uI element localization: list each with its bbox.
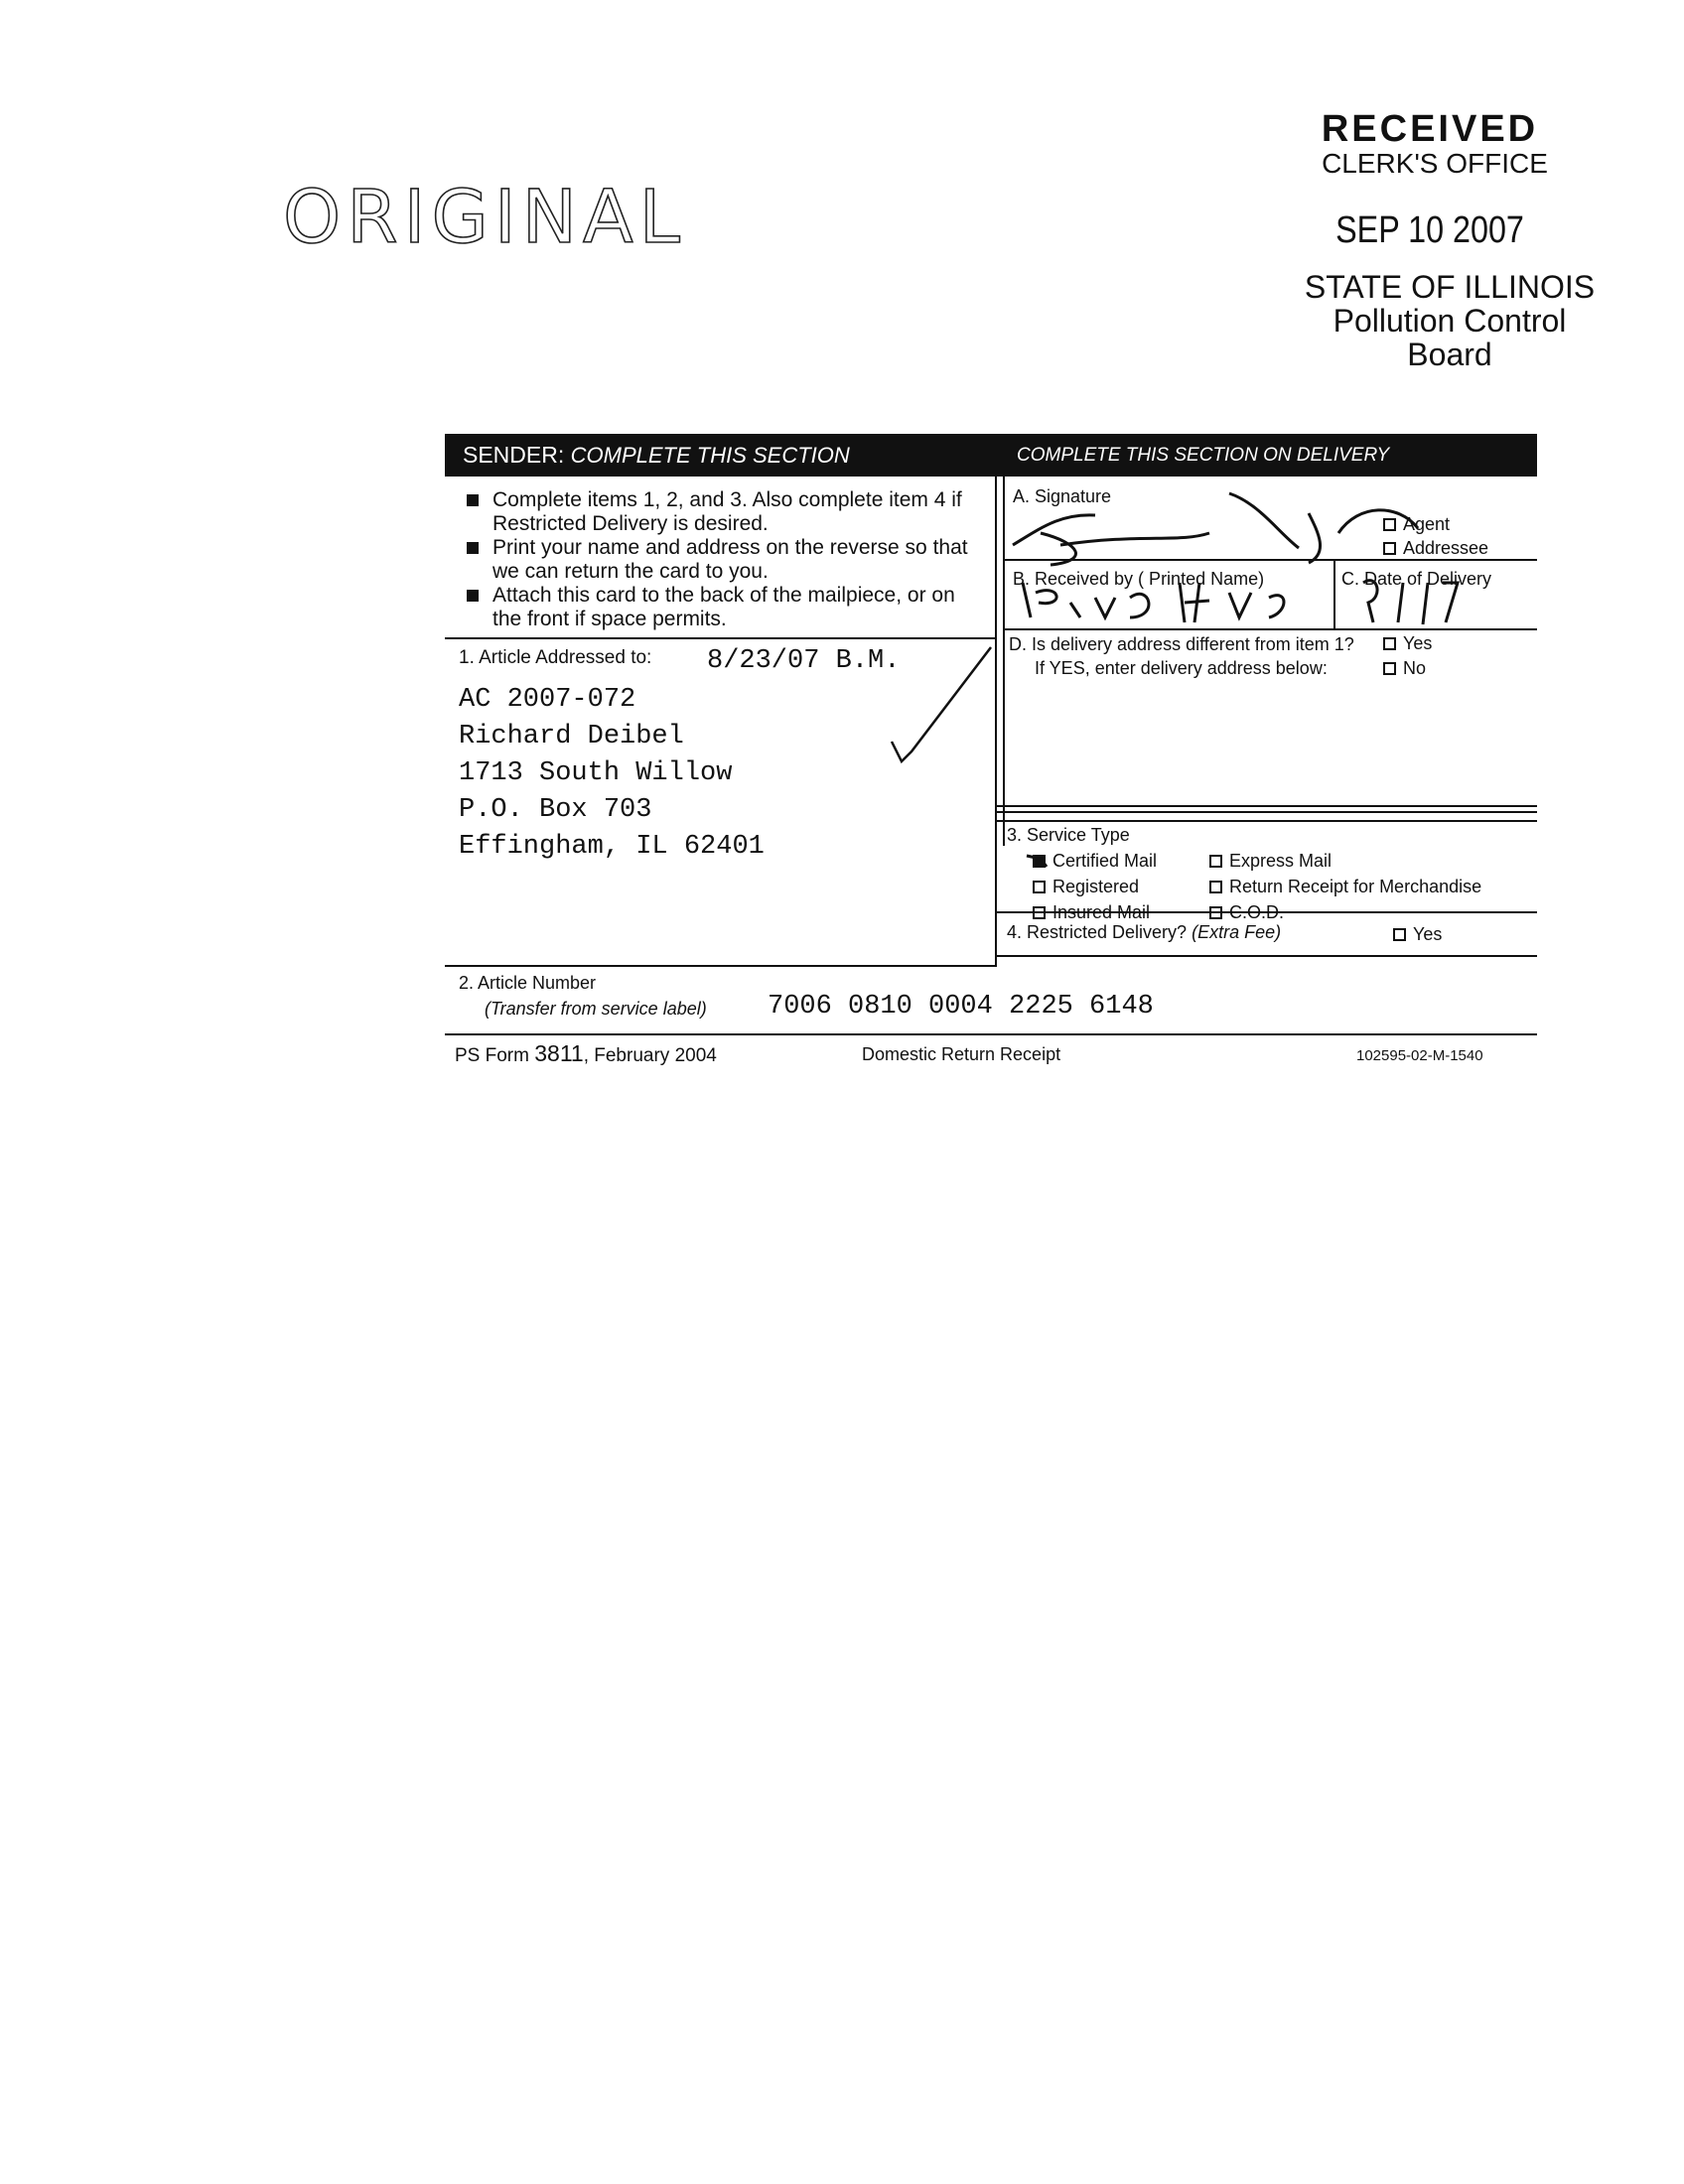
- agent-label: Agent: [1403, 514, 1451, 534]
- signature-label: A. Signature: [1013, 486, 1112, 506]
- article-addressed-label: 1. Article Addressed to:: [459, 647, 652, 668]
- address-line: Effingham, IL 62401: [459, 832, 765, 862]
- instruction-item: Attach this card to the back of the mailpiece, or on the front if space permits.: [463, 584, 979, 631]
- form-code: 102595-02-M-1540: [1356, 1047, 1483, 1064]
- signature-scribble: [1013, 493, 1418, 565]
- address-line: Richard Deibel: [459, 722, 684, 751]
- received-stamp-board: Pollution Control Board: [1333, 303, 1567, 372]
- received-stamp-title: RECEIVED: [1321, 108, 1539, 150]
- received-stamp-office: CLERK'S OFFICE: [1322, 148, 1548, 179]
- no-label: No: [1403, 658, 1427, 678]
- restricted-delivery-fee: (Extra Fee): [1192, 922, 1282, 942]
- restricted-yes-label: Yes: [1413, 924, 1443, 944]
- service-option-label: C.O.D.: [1229, 902, 1285, 922]
- article-number-label: 2. Article Number: [459, 973, 597, 993]
- checkmark: [892, 647, 991, 761]
- handwritten-date: 8/23/07 B.M.: [707, 646, 901, 676]
- handwriting: [445, 434, 1537, 1059]
- certified-check: [1027, 856, 1047, 867]
- received-by-label: B. Received by ( Printed Name): [1013, 569, 1265, 589]
- received-stamp-date: SEP 10 2007: [1335, 209, 1524, 251]
- service-type-label: 3. Service Type: [1007, 825, 1130, 845]
- sender-title-italic: COMPLETE THIS SECTION: [570, 443, 850, 468]
- date-of-delivery-label: C. Date of Delivery: [1341, 569, 1492, 589]
- article-number-value: 7006 0810 0004 2225 6148: [768, 992, 1154, 1022]
- yes-label: Yes: [1403, 633, 1433, 653]
- printed-name-scribble: [1023, 583, 1284, 622]
- original-stamp: ORIGINAL: [283, 175, 686, 260]
- service-option-label: Express Mail: [1229, 851, 1333, 871]
- service-option-label: Registered: [1052, 877, 1140, 896]
- service-option-label: Insured Mail: [1052, 902, 1151, 922]
- instruction-item: Print your name and address on the reverse so that we can return the card to you.: [463, 536, 979, 584]
- instruction-item: Complete items 1, 2, and 3. Also complete item 4 if Restricted Delivery is desired.: [463, 488, 979, 536]
- different-address-label: D. Is delivery address different from item 1?: [1009, 634, 1354, 654]
- delivery-section-header: COMPLETE THIS SECTION ON DELIVERY: [997, 434, 1537, 477]
- form-number: 3811: [534, 1040, 584, 1066]
- form-date: , February 2004: [583, 1045, 717, 1066]
- form-title: Domestic Return Receipt: [862, 1044, 1061, 1064]
- article-number-sublabel: (Transfer from service label): [485, 999, 707, 1019]
- received-stamp-state: STATE OF ILLINOIS: [1304, 269, 1596, 305]
- if-yes-label: If YES, enter delivery address below:: [1035, 658, 1328, 678]
- service-option-label: Certified Mail: [1052, 851, 1158, 871]
- address-line: AC 2007-072: [459, 685, 636, 715]
- return-receipt-card: [445, 434, 1537, 1066]
- delivery-date-scribble: [1363, 581, 1458, 624]
- service-option-label: Return Receipt for Merchandise: [1229, 877, 1482, 896]
- addressee-label: Addressee: [1403, 538, 1489, 558]
- restricted-delivery-label: 4. Restricted Delivery?: [1007, 922, 1188, 942]
- sender-title: SENDER:: [463, 442, 565, 468]
- received-stamp: [1251, 109, 1609, 371]
- address-line: P.O. Box 703: [459, 795, 652, 825]
- address-line: 1713 South Willow: [459, 758, 733, 788]
- form-prefix: PS Form: [455, 1045, 529, 1066]
